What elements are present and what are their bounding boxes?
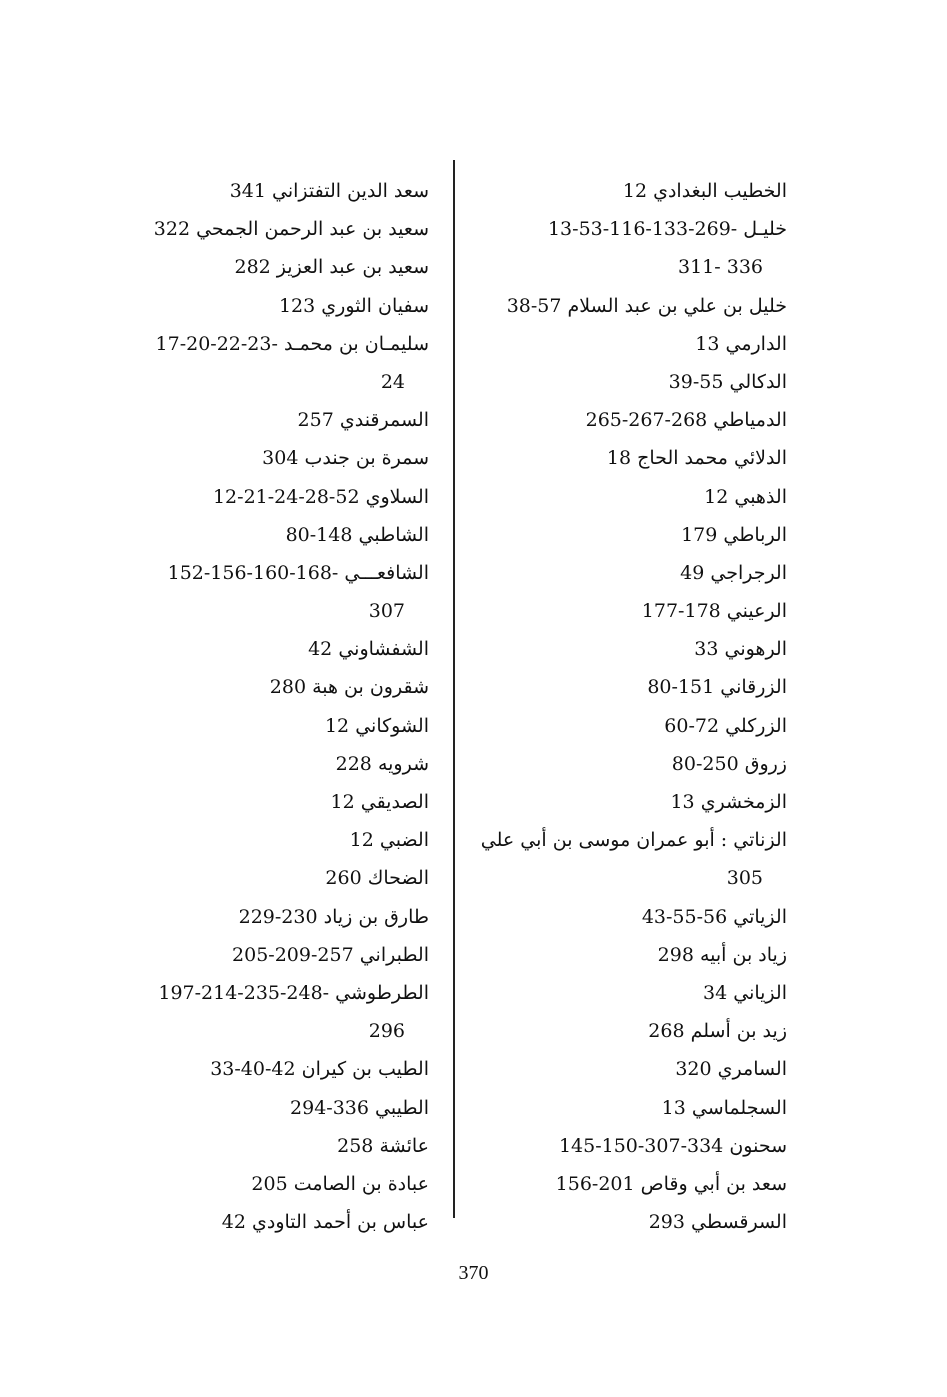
entry-name: سعيد بن عبد الرحمن الجمحي	[196, 218, 429, 241]
entry-name: الدكالي	[729, 370, 787, 393]
entry-pages: 17-20-22-23-	[155, 332, 278, 355]
entry-pages: 257	[297, 409, 334, 432]
index-entry	[109, 745, 429, 783]
entry-pages: 268	[648, 1020, 685, 1043]
index-entry	[467, 783, 787, 821]
entry-pages: 145-150-307-334	[558, 1134, 724, 1157]
entry-name: سعد الدين التفتزاني	[272, 180, 429, 202]
entry-name: شرويه	[377, 752, 429, 775]
index-entry	[467, 898, 787, 936]
entry-name: الدمياطي	[713, 409, 787, 432]
entry-pages: 341	[229, 180, 266, 202]
index-entry	[109, 898, 429, 936]
entry-pages: 80-250	[671, 752, 739, 775]
entry-name: خليل بن علي بن عبد السلام	[567, 294, 787, 317]
index-entry	[109, 439, 429, 477]
entry-pages: 258	[337, 1134, 374, 1157]
entry-name: السرقسطي	[691, 1211, 787, 1234]
entry-pages: 24	[380, 370, 405, 393]
entry-name: الخطيب البغدادي	[653, 180, 787, 202]
entry-name: الذهبي	[734, 485, 787, 508]
index-entry	[109, 1050, 429, 1088]
entry-name: الزياني	[733, 981, 787, 1004]
entry-pages: 320	[675, 1058, 712, 1081]
entry-pages: 293	[648, 1211, 685, 1234]
index-entry	[467, 745, 787, 783]
index-entry	[109, 936, 429, 974]
entry-name: عباس بن أحمد التاودي	[251, 1211, 429, 1234]
index-entry	[109, 478, 429, 516]
index-entry	[109, 592, 429, 630]
entry-name: طارق بن زياد	[323, 905, 429, 928]
entry-name: الضحاك	[367, 867, 429, 890]
entry-pages: 123	[278, 294, 316, 317]
index-entry	[467, 1050, 787, 1088]
entry-name: الزياتي	[733, 905, 787, 928]
index-entry	[109, 516, 429, 554]
entry-name: الزمخشري	[700, 791, 787, 813]
entry-name: زيد بن أسلم	[690, 1020, 787, 1043]
page-number: 370	[458, 1262, 489, 1284]
entry-name: الصديقي	[360, 791, 429, 813]
entry-name: الشاطبي	[358, 523, 429, 546]
entry-pages: 260	[325, 867, 362, 890]
index-entry	[467, 936, 787, 974]
index-entry	[467, 1012, 787, 1050]
entry-pages: 33	[694, 638, 719, 661]
index-entry	[467, 401, 787, 439]
entry-name: الرهوني	[724, 638, 787, 661]
entry-name: الرعيني	[726, 600, 787, 623]
index-entry	[109, 325, 429, 363]
entry-name: السلاوي	[365, 485, 429, 508]
index-entry	[109, 1203, 429, 1241]
entry-name: الطبراني	[359, 943, 429, 966]
entry-pages: 12	[349, 829, 374, 852]
index-entry	[109, 554, 429, 592]
entry-name: زياد بن أبيه	[699, 943, 787, 966]
index-entry	[467, 1089, 787, 1127]
index-entry	[109, 783, 429, 821]
index-entry	[467, 554, 787, 592]
index-entry	[109, 287, 429, 325]
entry-name: عائشة	[379, 1134, 429, 1157]
entry-pages: 205-209-257	[232, 943, 354, 966]
entry-pages: 179	[681, 523, 718, 546]
entry-pages: 311- 336	[678, 256, 763, 279]
entry-pages: 305	[726, 867, 763, 890]
entry-pages: 177-178	[641, 600, 721, 623]
index-entry	[467, 210, 787, 248]
entry-pages: 197-214-235-248-	[158, 981, 330, 1004]
entry-name: سفيان الثوري	[321, 294, 429, 317]
entry-name: الشوكاني	[355, 714, 429, 737]
index-column-right	[467, 172, 787, 1241]
entry-pages: 13	[670, 791, 695, 813]
index-entry	[467, 974, 787, 1012]
index-entry	[467, 592, 787, 630]
index-entry	[467, 630, 787, 668]
entry-pages: 60-72	[664, 714, 720, 737]
entry-name: عبادة بن الصامت	[293, 1172, 429, 1195]
index-entry	[109, 1165, 429, 1203]
index-entry	[467, 668, 787, 706]
entry-name: السامري	[717, 1058, 787, 1081]
entry-name: الدلائي محمد الحاج	[637, 447, 787, 470]
entry-pages: 294-336	[290, 1096, 369, 1119]
entry-pages: 38-57	[506, 294, 562, 317]
index-entry	[109, 707, 429, 745]
entry-pages: 12	[704, 485, 729, 508]
entry-pages: 13	[661, 1096, 686, 1119]
entry-pages: 12-21-24-28-52	[212, 485, 360, 508]
entry-pages: 13	[695, 332, 720, 355]
index-entry	[467, 821, 787, 859]
entry-name: الرباطي	[723, 523, 787, 546]
entry-name: سحنون	[729, 1134, 787, 1157]
entry-name: سعيد بن عبد العزيز	[276, 256, 429, 279]
index-column-left	[109, 172, 429, 1241]
index-entry	[467, 363, 787, 401]
entry-name: سليمـان بن محمـد	[283, 332, 429, 355]
entry-name: الزناتي : أبو عمران موسى بن أبي علي	[480, 829, 787, 852]
index-entry	[467, 1165, 787, 1203]
index-entry	[467, 248, 787, 286]
entry-pages: 12	[330, 791, 355, 813]
entry-pages: 265-267-268	[585, 409, 708, 432]
entry-pages: 307	[368, 600, 405, 623]
entry-name: الزركلي	[725, 714, 787, 737]
entry-pages: 39-55	[668, 370, 724, 393]
column-separator	[453, 160, 455, 1218]
entry-pages: 282	[234, 256, 271, 279]
entry-pages: 228	[335, 752, 372, 775]
entry-pages: 34	[703, 981, 728, 1004]
entry-pages: 322	[153, 218, 191, 241]
entry-name: الطيبي	[375, 1096, 429, 1119]
index-entry	[109, 363, 429, 401]
entry-name: الرجراجي	[710, 561, 787, 584]
entry-name: الطرطوشي	[335, 981, 429, 1004]
index-entry	[467, 516, 787, 554]
entry-name: سعد بن أبي وقاص	[640, 1172, 787, 1195]
entry-pages: 49	[680, 561, 705, 584]
entry-name: السجلماسي	[691, 1096, 787, 1119]
index-entry	[109, 248, 429, 286]
index-entry	[109, 1012, 429, 1050]
entry-pages: 229-230	[238, 905, 318, 928]
entry-pages: 12	[324, 714, 350, 737]
index-entry	[109, 172, 429, 210]
entry-pages: 152-156-160-168-	[167, 561, 339, 584]
entry-name: الشفشاوني	[338, 638, 429, 661]
entry-pages: 33-40-42	[210, 1058, 296, 1081]
index-entry	[467, 707, 787, 745]
entry-name: الشافعـــي	[344, 561, 429, 584]
index-entry	[109, 821, 429, 859]
entry-pages: 304	[262, 447, 299, 470]
entry-name: الضبي	[379, 829, 429, 852]
entry-name: الدارمي	[725, 332, 787, 355]
entry-name: الطيب بن كيران	[301, 1058, 429, 1081]
entry-pages: 42	[308, 638, 333, 661]
entry-pages: 205	[251, 1172, 288, 1195]
entry-pages: 280	[269, 676, 307, 699]
index-entry	[109, 1127, 429, 1165]
entry-pages: 18	[606, 447, 632, 470]
index-entry	[109, 1089, 429, 1127]
entry-pages: 80-151	[647, 676, 715, 699]
index-entry	[467, 478, 787, 516]
entry-pages: 80-148	[285, 523, 353, 546]
entry-pages: 296	[368, 1020, 405, 1043]
entry-pages: 156-201	[555, 1172, 635, 1195]
entry-pages: 43-55-56	[641, 905, 728, 928]
index-entry	[109, 859, 429, 897]
index-entry	[109, 630, 429, 668]
index-entry	[109, 974, 429, 1012]
entry-name: الزرقاني	[720, 676, 787, 699]
index-entry	[467, 287, 787, 325]
entry-name: السمرقندي	[339, 409, 429, 432]
index-entry	[109, 401, 429, 439]
entry-pages: 298	[657, 943, 694, 966]
index-entry	[109, 210, 429, 248]
index-entry	[467, 1127, 787, 1165]
index-entry	[467, 439, 787, 477]
entry-pages: 13-53-116-133-269-	[547, 218, 738, 241]
entry-name: سمرة بن جندب	[304, 447, 429, 470]
index-entry	[467, 859, 787, 897]
entry-name: خليـل	[743, 218, 787, 241]
index-entry	[467, 1203, 787, 1241]
entry-pages: 12	[622, 180, 648, 202]
entry-name: شقرون بن هبة	[312, 676, 429, 699]
index-entry	[467, 172, 787, 210]
index-entry	[467, 325, 787, 363]
index-entry	[109, 668, 429, 706]
entry-pages: 42	[221, 1211, 246, 1234]
entry-name: زروق	[744, 752, 787, 775]
